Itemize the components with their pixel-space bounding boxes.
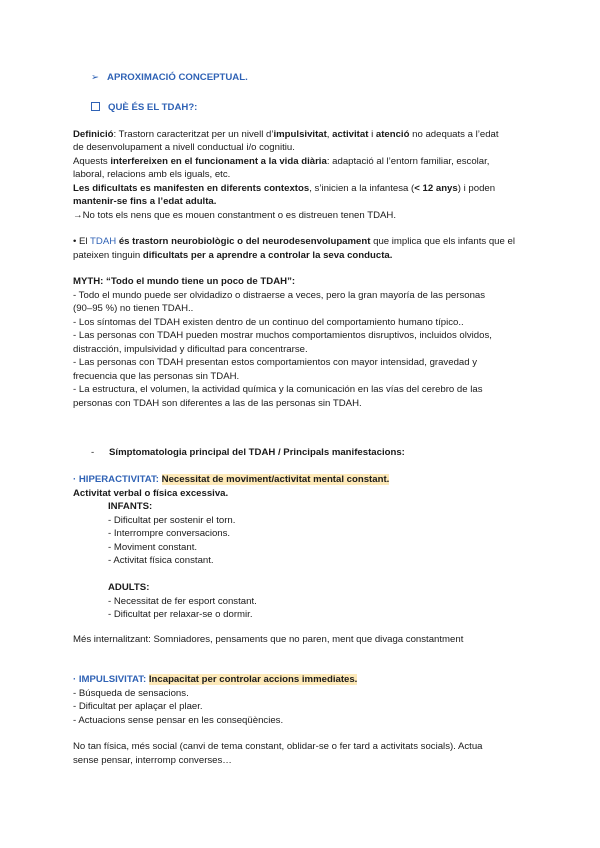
impulsivitat-line (73, 673, 357, 686)
text-run: activitat (332, 129, 369, 140)
myth-line: - Las personas con TDAH pueden mostrar muchos comportamientos disruptivos, incluidos olvidos, (73, 330, 492, 341)
definicio-line-1 (73, 128, 499, 141)
text-run: < 12 anys (414, 183, 458, 194)
myth-line: - Todo el mundo puede ser olvidadizo o distraerse a veces, pero la gran mayoría de las personas (73, 290, 486, 301)
dash-bullet: - (91, 447, 95, 458)
adults-item: - Necessitat de fer esport constant. (108, 596, 257, 607)
text-run: Aquests (73, 156, 111, 167)
definicio-line-2: de desenvolupament a nivell conductual i/o cognitiu. (73, 142, 295, 153)
hiperactivitat-sub: Activitat verbal o física excessiva. (73, 488, 229, 499)
definicio-line-7: →No tots els nens que es mouen constantment o es distreuen tenen TDAH. (73, 210, 396, 221)
text-run: és trastorn neurobiològic o del neurodesenvolupament (116, 236, 371, 247)
myth-line: - La estructura, el volumen, la actividad química y la comunicación en las vías del cerebro de las (73, 384, 483, 395)
myth-line: personas con TDAH son diferentes a las de las personas sin TDAH. (73, 398, 362, 409)
symptoms-title: Símptomatologia principal del TDAH / Principals manifestacions: (109, 447, 405, 458)
impulsivitat-item: - Dificultat per aplaçar el plaer. (73, 701, 203, 712)
definicio-line-6: mantenir-se fins a l’edat adulta. (73, 196, 217, 207)
adults-title: ADULTS: (108, 582, 150, 593)
tdah-line-2 (73, 249, 392, 262)
text-run: • El (73, 236, 91, 247)
text-run: , (326, 129, 333, 140)
symptoms-heading (91, 446, 405, 459)
text-run: no adequats a l’edat (409, 129, 499, 140)
text-run: atenció (375, 129, 410, 140)
text-run: que implica que els infants que el (370, 236, 515, 247)
hiperactivitat-highlight: Necessitat de moviment/activitat mental constant. (161, 474, 390, 485)
myth-line: distracción, impulsividad y dificultad para concentrarse. (73, 344, 308, 355)
hiperactivitat-line (73, 473, 389, 486)
text-run: ) i poden (457, 183, 496, 194)
myth-line: frecuencia que las personas sin TDAH. (73, 371, 240, 382)
definicio-label: Definició (73, 129, 114, 140)
text-run: dificultats per a aprendre a controlar la seva conducta. (142, 250, 393, 261)
definicio-line-5 (73, 182, 495, 195)
definicio-line-3 (73, 155, 489, 168)
text-run: : adaptació al l’entorn familiar, escolar, (326, 156, 490, 167)
myth-line: (90–95 %) no tienen TDAH.. (73, 303, 194, 314)
text-run: TDAH (90, 236, 117, 247)
impulsivitat-item: - Búsqueda de sensacions. (73, 688, 189, 699)
tdah-line-1 (73, 235, 515, 248)
heading-approximacio-text: APROXIMACIÓ CONCEPTUAL. (107, 72, 248, 83)
infants-item: - Dificultat per sostenir el torn. (108, 515, 236, 526)
myth-line: - Las personas con TDAH presentan estos comportamientos con mayor intensidad, gravedad y (73, 357, 478, 368)
definicio-line-4: laboral, relacions amb els iguals, etc. (73, 169, 231, 180)
infants-item: - Activitat física constant. (108, 555, 214, 566)
text-run: interfereixen en el funcionament a la vida diària (110, 156, 327, 167)
infants-title: INFANTS: (108, 501, 153, 512)
arrow-bullet-icon: ➢ (91, 72, 100, 83)
infants-item: - Interrompre conversacions. (108, 528, 231, 539)
impulsivitat-item: - Actuacions sense pensar en les conseqüències. (73, 715, 284, 726)
heading-que-es-text: QUÈ ÉS EL TDAH?: (108, 102, 198, 113)
text-run: , s’inicien a la infantesa ( (309, 183, 415, 194)
text-run: : Trastorn caracteritzat per un nivell d’ (113, 129, 274, 140)
myth-line: - Los síntomas del TDAH existen dentro de un continuo del comportamiento humano típico.. (73, 317, 464, 328)
impulsivitat-note-2: sense pensar, interromp converses… (73, 755, 232, 766)
internalitzant-line: Més internalitzant: Somniadores, pensaments que no paren, ment que divaga constantment (73, 634, 464, 645)
adults-item: - Dificultat per relaxar-se o dormir. (108, 609, 253, 620)
infants-item: - Moviment constant. (108, 542, 198, 553)
impulsivitat-highlight: Incapacitat per controlar accions immediates. (148, 674, 358, 685)
text-run: Les dificultats es manifesten en diferents contextos (73, 183, 310, 194)
checkbox-bullet-icon (91, 102, 100, 111)
text-run: impulsivitat (273, 129, 327, 140)
text-run: i (368, 129, 376, 140)
heading-que-es (91, 101, 197, 114)
hiperactivitat-label: · HIPERACTIVITAT: (73, 474, 159, 485)
impulsivitat-label: · IMPULSIVITAT: (73, 674, 147, 685)
myth-title: MYTH: “Todo el mundo tiene un poco de TDAH”: (73, 276, 296, 287)
impulsivitat-note-1: No tan física, més social (canvi de tema constant, oblidar-se o fer tard a activitats socials). Actua (73, 741, 483, 752)
text-run: pateixen tinguin (73, 250, 143, 261)
heading-approximacio (91, 71, 248, 84)
